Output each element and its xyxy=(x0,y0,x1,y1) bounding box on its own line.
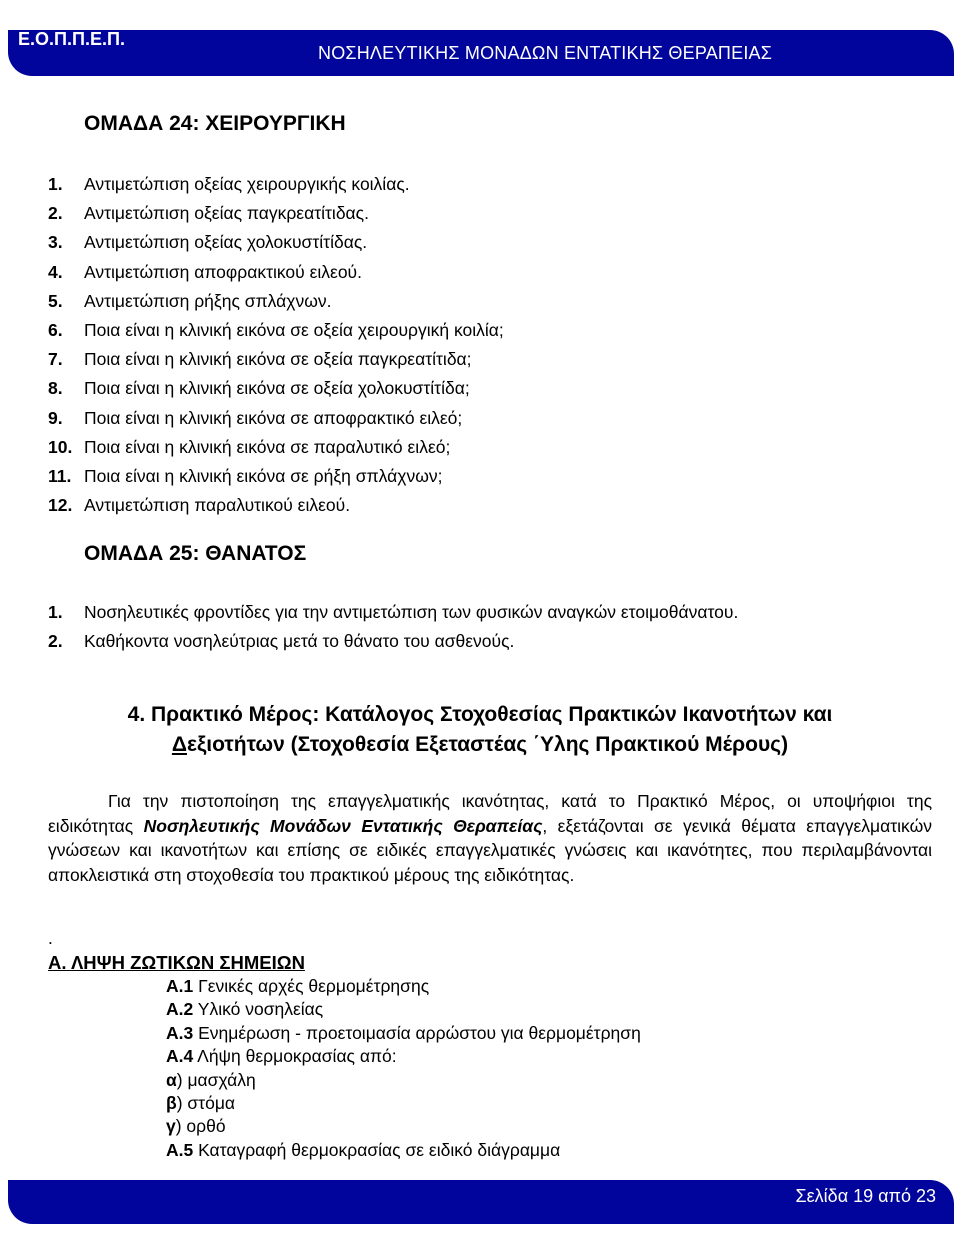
list-item xyxy=(166,1045,641,1068)
item-text: Ενημέρωση - προετοιμασία αρρώστου για θερμομέτρηση xyxy=(193,1022,641,1043)
item-number: 1. xyxy=(48,602,63,622)
group25-title: ΟΜΑΔΑ 25: ΘΑΝΑΤΟΣ xyxy=(84,542,307,565)
item-text: Γενικές αρχές θερμομέτρησης xyxy=(193,976,430,996)
item-text: ) ορθό xyxy=(175,1116,226,1137)
item-number: 10. xyxy=(48,436,73,457)
paragraph-before: Για την πιστοποίηση της επαγγελματικής ικανότητας, κατά το Πρακτικό Μέρος, οι υποψήφιοι της ειδικότητας xyxy=(48,791,932,836)
item-text: Νοσηλευτικές φροντίδες για την αντιμετώπιση των φυσικών αναγκών ετοιμοθάνατου. xyxy=(84,602,739,622)
item-text: Αντιμετώπιση αποφρακτικού ειλεού. xyxy=(84,261,362,282)
item-text: Αντιμετώπιση οξείας χολοκυστίτίδας. xyxy=(84,232,368,253)
item-code: Α.4 xyxy=(166,1046,194,1067)
item-text: Αντιμετώπιση οξείας παγκρεατίτιδας. xyxy=(84,203,369,224)
item-text: Ποια είναι η κλινική εικόνα σε οξεία χειρουργική κοιλία; xyxy=(84,319,504,340)
section4-paragraph xyxy=(48,789,932,887)
item-code: β xyxy=(166,1092,177,1113)
item-number: 5. xyxy=(48,290,63,311)
header-specialty: ΝΟΣΗΛΕΥΤΙΚΗΣ ΜΟΝΑΔΩΝ ΕΝΤΑΤΙΚΗΣ ΘΕΡΑΠΕΙΑΣ xyxy=(318,43,773,63)
section4-heading-initial: Δ xyxy=(171,733,187,756)
section4-heading xyxy=(50,700,910,760)
item-code: Α.2 xyxy=(166,999,194,1020)
item-text: Ποια είναι η κλινική εικόνα σε οξεία παγκρεατίτιδα; xyxy=(84,349,472,370)
item-number: 12. xyxy=(48,495,73,516)
item-number: 1. xyxy=(48,174,63,194)
item-code: Α.1 xyxy=(166,976,194,996)
list-item xyxy=(166,998,641,1021)
item-text: Αντιμετώπιση παραλυτικού ειλεού. xyxy=(84,495,351,516)
list-item xyxy=(166,975,641,998)
item-number: 7. xyxy=(48,349,63,370)
list-item xyxy=(166,1139,641,1162)
section4-heading-line1: 4. Πρακτικό Μέρος: Κατάλογος Στοχοθεσίας Πρακτικών Ικανοτήτων και xyxy=(127,703,833,726)
group24-title: ΟΜΑΔΑ 24: ΧΕΙΡΟΥΡΓΙΚΗ xyxy=(84,112,346,135)
page-number: Σελίδα 19 από 23 xyxy=(795,1186,936,1206)
list-item xyxy=(166,1022,641,1045)
item-code: Α.5 xyxy=(166,1139,194,1160)
item-number: 3. xyxy=(48,232,63,253)
header-org: Ε.Ο.Π.Π.Ε.Π. xyxy=(18,29,126,49)
item-text: Ποια είναι η κλινική εικόνα σε αποφρακτικό ειλεό; xyxy=(84,407,463,428)
item-text: Καταγραφή θερμοκρασίας σε ειδικό διάγραμμα xyxy=(193,1139,561,1160)
stray-dot: . xyxy=(48,928,53,948)
paragraph-specialty: Νοσηλευτικής Μονάδων Εντατικής Θεραπείας xyxy=(143,815,543,836)
list-item xyxy=(166,1092,641,1115)
item-text: ) στόμα xyxy=(176,1092,236,1113)
item-number: 6. xyxy=(48,319,63,340)
section4-heading-line2 xyxy=(50,730,910,760)
item-text: Λήψη θερμοκρασίας από: xyxy=(193,1046,397,1067)
section4-heading-rest: εξιοτήτων (Στοχοθεσία Εξεταστέας ΄Υλης Πρακτικού Μέρους) xyxy=(186,733,789,756)
list-item xyxy=(166,1115,641,1138)
item-code: γ xyxy=(166,1116,176,1137)
item-number: 9. xyxy=(48,407,63,428)
item-code: α xyxy=(166,1069,177,1090)
item-number: 8. xyxy=(48,378,63,399)
item-text: Αντιμετώπιση οξείας χειρουργικής κοιλίας. xyxy=(84,174,410,194)
item-number: 4. xyxy=(48,261,63,282)
item-text: Υλικό νοσηλείας xyxy=(193,999,324,1020)
item-code: Α.3 xyxy=(166,1022,194,1043)
item-text: Αντιμετώπιση ρήξης σπλάχνων. xyxy=(84,290,332,311)
list-item xyxy=(166,1069,641,1092)
item-text: Ποια είναι η κλινική εικόνα σε οξεία χολοκυστίτίδα; xyxy=(84,378,470,399)
item-text: Ποια είναι η κλινική εικόνα σε ρήξη σπλάχνων; xyxy=(84,465,443,486)
item-text: Ποια είναι η κλινική εικόνα σε παραλυτικό ειλεό; xyxy=(84,436,451,457)
item-text: Καθήκοντα νοσηλεύτριας μετά το θάνατο του ασθενούς. xyxy=(84,631,515,652)
item-number: 2. xyxy=(48,203,63,224)
sectionA-title: Α. ΛΗΨΗ ΖΩΤΙΚΩΝ ΣΗΜΕΙΩΝ xyxy=(48,952,305,973)
item-number: 2. xyxy=(48,631,63,652)
item-number: 11. xyxy=(48,465,72,486)
sectionA-list xyxy=(166,975,641,1162)
item-text: ) μασχάλη xyxy=(176,1069,256,1090)
paragraph-after: , εξετάζονται σε γενικά θέματα επαγγελματικών γνώσεων και ικανοτήτων και επίσης σε ειδικές επαγγελματικές γνώσεις και ικανότητες, που περιλαμβάνονται αποκλειστικά στη στοχοθεσία του πρακτικού μέρους της ειδικότητας. xyxy=(48,815,932,885)
